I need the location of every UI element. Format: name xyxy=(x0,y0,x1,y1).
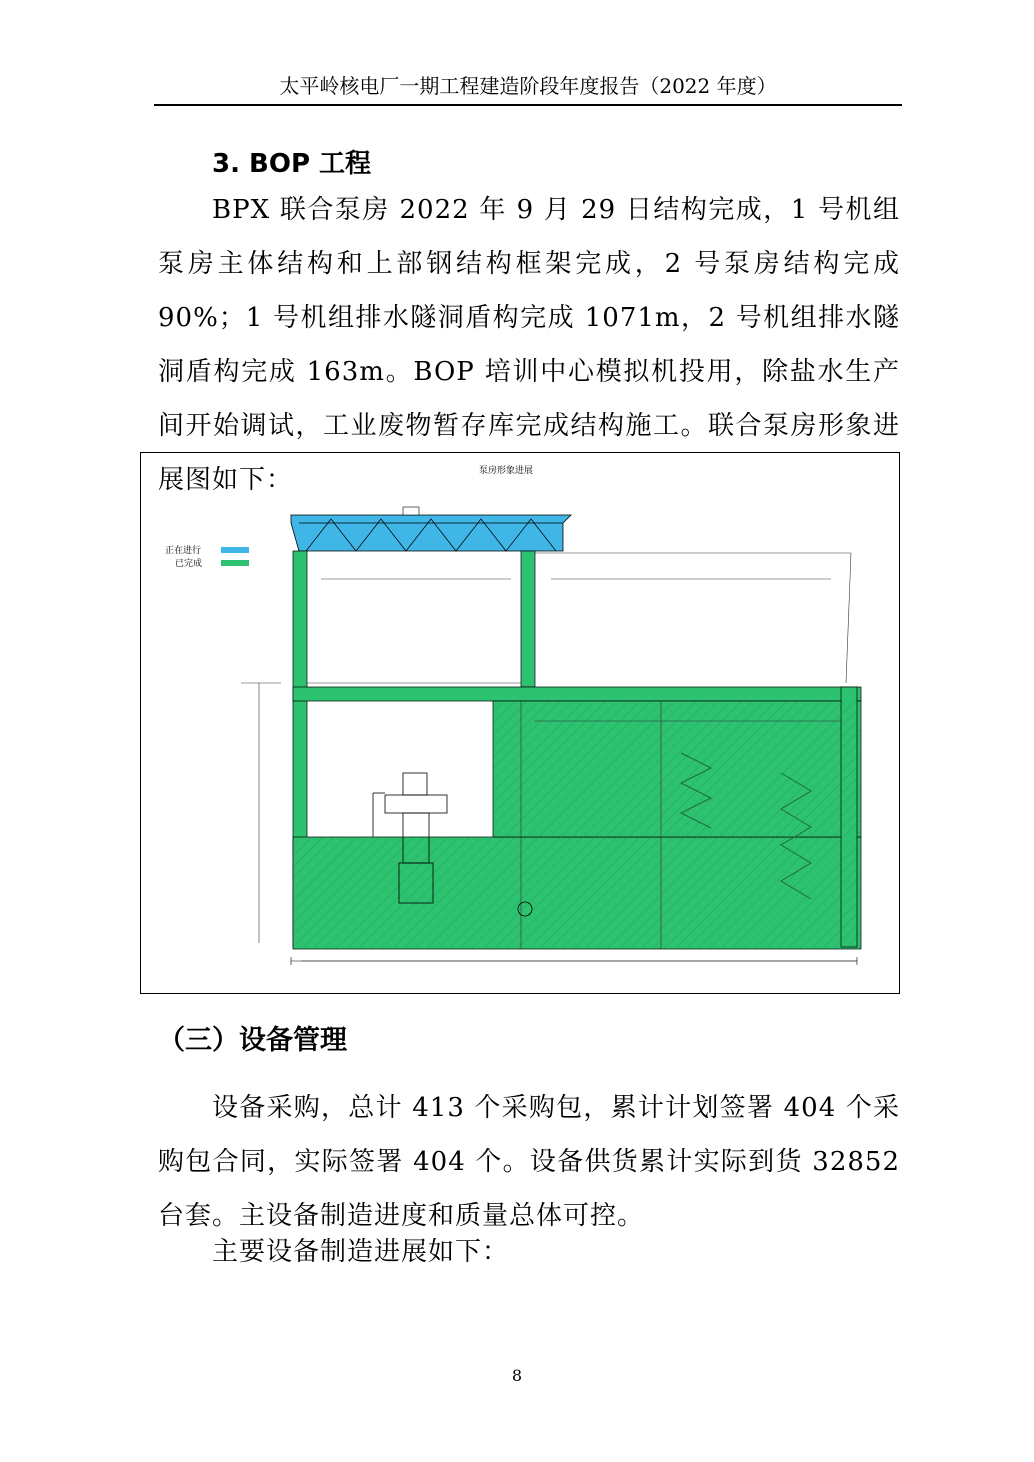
page-header: 太平岭核电厂一期工程建造阶段年度报告（2022 年度） xyxy=(154,72,902,106)
pump-house-progress-figure xyxy=(140,452,900,994)
legend-completed-swatch xyxy=(221,560,249,566)
equipment-paragraph-1: 设备采购，总计 413 个采购包，累计计划签署 404 个采购包合同，实际签署 404 个。设备供货累计实际到货 32852 台套。主设备制造进度和质量总体可控。 xyxy=(158,1093,900,1231)
page-number: 8 xyxy=(511,1366,523,1385)
section-heading-equipment: （三）设备管理 xyxy=(158,1025,347,1056)
completed-structure-hatching xyxy=(293,701,861,949)
bop-paragraph: BPX 联合泵房 2022 年 9 月 29 日结构完成，1 号机组泵房主体结构和上部钢结构框架完成，2 号泵房结构完成 90%；1 号机组排水隧洞盾构完成 1071m，2 号机组排水隧洞盾构完成 163m。BOP 培训中心模拟机投用，除盐水生产间开始调试，工业废物暂存库完成结构施工。联合泵房形象进展图如下： xyxy=(158,195,900,495)
equipment-paragraph-2: 主要设备制造进展如下： xyxy=(212,1237,510,1267)
legend-completed-label: 已完成 xyxy=(175,559,203,569)
dimension-line xyxy=(291,957,857,965)
section-heading-bop: 3. BOP 工程 xyxy=(212,149,372,179)
legend-in-progress-label: 正在进行 xyxy=(165,546,202,556)
roof-truss-in-progress xyxy=(291,507,571,551)
legend-in-progress-swatch xyxy=(221,547,249,553)
figure-title: 泵房形象进展 xyxy=(478,466,534,476)
